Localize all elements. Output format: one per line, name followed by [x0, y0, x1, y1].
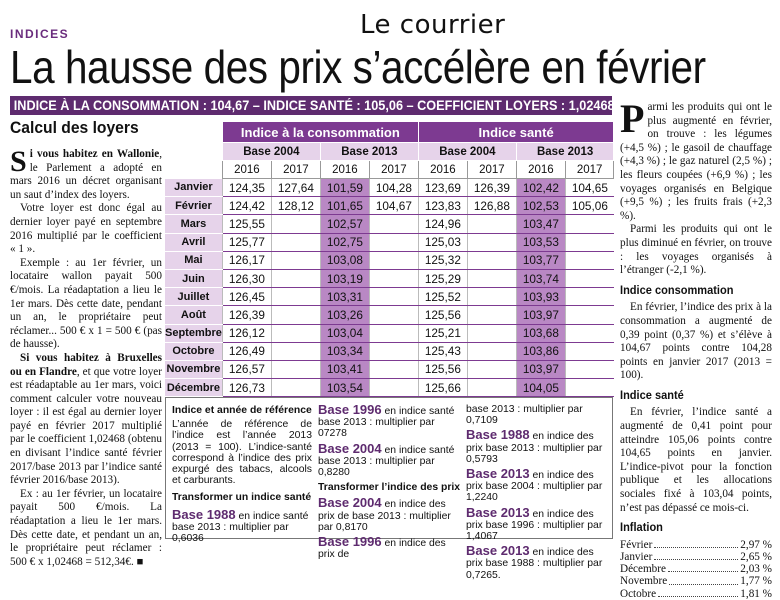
- group-consumption: Indice à la consommation: [222, 122, 418, 143]
- index-value: 126,49: [222, 342, 271, 360]
- ref-base: Base 2013: [466, 543, 530, 559]
- ref-item: [466, 545, 608, 581]
- index-value: [369, 251, 418, 269]
- inflation-value: 1,81 %: [740, 587, 772, 600]
- index-value: [565, 306, 614, 324]
- index-value: 125,03: [418, 233, 467, 251]
- dropcap: S: [10, 145, 27, 178]
- ref-item: base 2013 : multiplier par 0,7109: [466, 404, 583, 427]
- ref-text: en indice des prix de base 2013 : multiplier par 0,8170: [318, 499, 451, 533]
- section-tag: INDICES: [10, 27, 70, 41]
- index-value: [467, 324, 516, 342]
- inflation-month: Janvier: [620, 551, 653, 564]
- year-header: 2016: [222, 161, 271, 179]
- table-row: [165, 360, 614, 378]
- index-value: [467, 215, 516, 233]
- left-article-title: Calcul des loyers: [10, 118, 139, 137]
- right-p2: Parmi les produits qui ont le plus diminué en février, on trouve : les voyages organisés à l’étranger (-2,1 %).: [620, 223, 772, 277]
- left-p4-rest: , et que votre loyer est réadaptable au 1er mars, voici comment calculer votre nouveau loyer : il est égal au dernier loyer payé en février 2017 multiplié par le coefficient 1,02468 (obtenu en divisant l’indice santé février 2017/base 2013 par l’indice santé février 2016/base 2013).: [10, 365, 162, 487]
- index-value: [565, 288, 614, 306]
- index-value: 105,06: [565, 197, 614, 215]
- table-row: [165, 288, 614, 306]
- index-value: 126,39: [467, 179, 516, 197]
- index-value: 124,35: [222, 179, 271, 197]
- ref-col-2: [318, 404, 463, 560]
- index-value: [271, 379, 320, 397]
- table-row: [165, 342, 614, 360]
- year-header: 2016: [516, 161, 565, 179]
- left-p1-bold: i vous habitez en Wallonie: [29, 148, 160, 160]
- inflation-month: Décembre: [620, 563, 666, 576]
- index-value: 103,19: [320, 269, 369, 287]
- left-p5: Ex : au 1er février, un locataire payait 500 €/mois. La réadaptation a lieu le 1er mars. Dès cette date, et pendant un an, le propriétaire peut réclamer : 500 € x 1,02468 = 512,34€. ■: [10, 487, 162, 568]
- index-value: [565, 379, 614, 397]
- subheading: Indice santé: [620, 387, 684, 402]
- ref-base: Base 2004: [318, 495, 382, 511]
- index-value: 126,30: [222, 269, 271, 287]
- index-value: [271, 269, 320, 287]
- right-article: [620, 96, 772, 600]
- left-p1: [10, 145, 162, 202]
- year-header: 2017: [565, 161, 614, 179]
- ref-text: en indice des prix de: [318, 538, 446, 561]
- index-value: 126,88: [467, 197, 516, 215]
- ref-text: en indice santé base 2013 : multiplier par 07278: [318, 406, 455, 440]
- inflation-value: 1,77 %: [740, 575, 772, 588]
- index-value: [271, 342, 320, 360]
- inflation-month: Février: [620, 538, 653, 551]
- right-p3: En février, l’indice des prix à la consommation a augmenté de 0,39 point (0,37 %) et s’élève à 104,67 points contre 104,28 points en janvier 2017 (2013 = 100).: [620, 301, 772, 382]
- inflation-row: [620, 575, 772, 587]
- ref-item: [466, 468, 608, 504]
- index-value: [565, 233, 614, 251]
- table-body: [165, 179, 614, 397]
- ref-col-1: [172, 405, 312, 544]
- index-value: [467, 269, 516, 287]
- table-row: [165, 215, 614, 233]
- right-p4: En février, l’indice santé a augmenté de 0,41 point pour atteindre 105,06 points contre 104,65 points en janvier. L’indice-pivot pour la fonction publique et les allocations sociales fixé à 103,04 points, n’est pas dépassé ce mois-ci.: [620, 406, 772, 514]
- index-value: 125,66: [418, 379, 467, 397]
- index-value: 126,45: [222, 288, 271, 306]
- leader-dots: [654, 539, 738, 548]
- year-header: 2017: [369, 161, 418, 179]
- index-value: 103,97: [516, 306, 565, 324]
- inflation-value: 2,65 %: [740, 551, 772, 564]
- ref-text: en indice santé base 2013 : multiplier par 0,8280: [318, 444, 455, 479]
- index-value: [467, 233, 516, 251]
- inflation-value: 2,97 %: [740, 538, 772, 551]
- index-value: 125,29: [418, 269, 467, 287]
- base-label: Base 2004: [418, 143, 516, 161]
- index-value: [565, 251, 614, 269]
- inflation-value: 2,03 %: [740, 563, 772, 576]
- ref-item: [318, 536, 463, 560]
- index-value: 103,86: [516, 342, 565, 360]
- ref-text: L’année de référence de l’indice est l’année 2013 (2013 = 100). L’indice-santé correspond à l’indice des prix expurgé des tabacs, alcools et carburants.: [172, 419, 312, 487]
- index-value: 104,05: [516, 379, 565, 397]
- index-value: 126,57: [222, 360, 271, 378]
- index-value: 125,43: [418, 342, 467, 360]
- ref-base: Base 1988: [466, 427, 530, 443]
- year-header: 2017: [271, 161, 320, 179]
- index-value: [369, 269, 418, 287]
- subheading: Inflation: [620, 520, 663, 535]
- index-value: [565, 215, 614, 233]
- index-value: 103,68: [516, 324, 565, 342]
- right-p1-text: armi les produits qui ont le plus augmenté en février, on trouve : les légumes (+4,5 %) ; le gasoil de chauffage (+4,3 %) ; le gaz naturel (2,5 %) ; les fleurs coupées (+6,9 %) ; les voyages organisés en Belgique (+9,5 %) ; les fruits frais (+2,3 %).: [620, 101, 772, 222]
- ref-text: en indice des prix base 1996 : multiplier par 1,4067: [466, 508, 603, 543]
- index-value: [467, 288, 516, 306]
- ref-base: Base 2013: [466, 504, 530, 520]
- index-value: 125,21: [418, 324, 467, 342]
- index-value: 103,41: [320, 360, 369, 378]
- index-value: 103,31: [320, 288, 369, 306]
- month-label: Février: [165, 197, 222, 215]
- month-label: Mai: [165, 251, 222, 269]
- month-label: Décembre: [165, 379, 222, 397]
- year-header: 2016: [320, 161, 369, 179]
- index-value: [271, 324, 320, 342]
- inflation-row: [620, 539, 772, 551]
- index-value: 124,96: [418, 215, 467, 233]
- index-value: [565, 342, 614, 360]
- month-label: Septembre: [165, 324, 222, 342]
- ref-base: Base 2004: [318, 440, 382, 456]
- index-value: 126,39: [222, 306, 271, 324]
- ref-base: Base 1996: [318, 534, 382, 550]
- group-health: Indice santé: [418, 122, 614, 143]
- index-value: 125,32: [418, 251, 467, 269]
- ref-base: Base 1996: [318, 402, 382, 417]
- index-value: [467, 342, 516, 360]
- index-value: [369, 324, 418, 342]
- reference-box: [165, 397, 613, 581]
- right-p1: [620, 96, 772, 223]
- index-value: 102,53: [516, 197, 565, 215]
- index-value: 126,12: [222, 324, 271, 342]
- left-p1-rest: , le Parlement a adopté en mars 2016 un décret organisant un saut d’index des loyers.: [10, 148, 162, 201]
- dropcap: P: [620, 96, 645, 141]
- inflation-month: Octobre: [620, 587, 657, 600]
- index-value: 103,54: [320, 379, 369, 397]
- month-label: Novembre: [165, 360, 222, 378]
- index-value: [271, 360, 320, 378]
- month-label: Octobre: [165, 342, 222, 360]
- index-value: 101,59: [320, 179, 369, 197]
- index-value: 103,08: [320, 251, 369, 269]
- index-value: 127,64: [271, 179, 320, 197]
- left-p4: [10, 352, 162, 488]
- index-value: 103,74: [516, 269, 565, 287]
- ref-item: [466, 429, 608, 465]
- leader-dots: [654, 551, 738, 560]
- index-value: 103,47: [516, 215, 565, 233]
- newspaper-name: Le courrier: [360, 10, 506, 40]
- leader-dots: [669, 575, 738, 584]
- index-value: [467, 360, 516, 378]
- subheading: Indice consommation: [620, 282, 734, 297]
- table-row: [165, 197, 614, 215]
- index-value: 103,93: [516, 288, 565, 306]
- left-p2: Votre loyer est donc égal au dernier loyer payé en septembre 2016 multiplié par le coefficient « 1 ».: [10, 202, 162, 256]
- index-value: [271, 251, 320, 269]
- table-row: [165, 179, 614, 197]
- index-value: [271, 215, 320, 233]
- index-value: 123,69: [418, 179, 467, 197]
- month-label: Janvier: [165, 179, 222, 197]
- year-header: 2016: [418, 161, 467, 179]
- index-value: 128,12: [271, 197, 320, 215]
- index-value: 102,57: [320, 215, 369, 233]
- index-value: 125,52: [418, 288, 467, 306]
- index-value: 103,77: [516, 251, 565, 269]
- index-value: 104,28: [369, 179, 418, 197]
- banner-text: INDICE À LA CONSOMMATION : 104,67 – INDICE SANTÉ : 105,06 – COEFFICIENT LOYERS : 1,02468: [13, 98, 615, 113]
- ref-item: [172, 506, 312, 545]
- headline: La hausse des prix s’accélère en février: [10, 41, 706, 93]
- month-label: Avril: [165, 233, 222, 251]
- index-value: 103,26: [320, 306, 369, 324]
- ref-item: [318, 404, 463, 440]
- table-row: [165, 379, 614, 397]
- table-row: [165, 324, 614, 342]
- index-value: 102,42: [516, 179, 565, 197]
- left-p4-bold: Si vous habitez à Bruxelles ou en Flandre: [10, 351, 162, 378]
- table-row: [165, 233, 614, 251]
- index-value: [467, 251, 516, 269]
- leader-dots: [668, 563, 738, 572]
- index-value: [369, 288, 418, 306]
- index-value: [467, 379, 516, 397]
- index-value: [565, 360, 614, 378]
- index-value: 125,56: [418, 360, 467, 378]
- month-label: Juin: [165, 269, 222, 287]
- index-value: 101,65: [320, 197, 369, 215]
- table-row: [165, 306, 614, 324]
- index-value: 124,42: [222, 197, 271, 215]
- index-value: [369, 306, 418, 324]
- index-value: [369, 215, 418, 233]
- ref-text: en indice des prix base 2013 : multiplier par 0,5793: [466, 431, 603, 465]
- ref-text: en indice des prix base 2004 : multiplier par 1,2240: [466, 470, 603, 504]
- ref-base: Base 1988: [172, 506, 236, 522]
- leader-dots: [658, 588, 738, 597]
- inflation-month: Novembre: [620, 575, 668, 588]
- index-value: [369, 360, 418, 378]
- index-value: [271, 233, 320, 251]
- index-value: [271, 288, 320, 306]
- ref-item: [318, 440, 463, 479]
- ref-heading: Transformer un indice santé: [172, 492, 312, 504]
- base-label: Base 2013: [320, 143, 418, 161]
- index-banner: [10, 96, 615, 115]
- ref-col-3: [466, 404, 608, 581]
- index-value: 102,75: [320, 233, 369, 251]
- index-value: [369, 233, 418, 251]
- index-value: 103,53: [516, 233, 565, 251]
- base-label: Base 2004: [222, 143, 320, 161]
- ref-text: en indice santé base 2013 : multiplier par 0,6036: [172, 510, 309, 545]
- table-row: [165, 269, 614, 287]
- index-value: [369, 379, 418, 397]
- table-row: [165, 251, 614, 269]
- ref-item: [318, 497, 463, 533]
- index-value: [467, 306, 516, 324]
- month-label: Juillet: [165, 288, 222, 306]
- index-value: 103,04: [320, 324, 369, 342]
- ref-base: Base 2013: [466, 466, 530, 482]
- index-value: [565, 324, 614, 342]
- left-article: [10, 145, 162, 569]
- inflation-list: [620, 539, 772, 600]
- index-value: 123,83: [418, 197, 467, 215]
- base-label: Base 2013: [516, 143, 614, 161]
- index-value: 104,65: [565, 179, 614, 197]
- left-p3: Exemple : au 1er février, un locataire wallon payait 500 €/mois. La réadaptation a lieu le 1er mars. Dès cette date, pendant un an, le propriétaire peut réclamer... 500 € x 1 = 500 € (pas de hausse).: [10, 256, 162, 351]
- inflation-row: [620, 551, 772, 563]
- index-value: 103,97: [516, 360, 565, 378]
- index-value: 104,67: [369, 197, 418, 215]
- index-value: [369, 342, 418, 360]
- month-label: Mars: [165, 215, 222, 233]
- year-header: 2017: [467, 161, 516, 179]
- ref-heading: Transformer l’indice des prix: [318, 482, 461, 494]
- inflation-row: [620, 588, 772, 600]
- index-value: [271, 306, 320, 324]
- index-value: 125,55: [222, 215, 271, 233]
- index-value: 103,34: [320, 342, 369, 360]
- index-value: 125,56: [418, 306, 467, 324]
- index-value: 125,77: [222, 233, 271, 251]
- index-value: 126,17: [222, 251, 271, 269]
- index-table: [165, 121, 614, 397]
- ref-text: en indice des prix base 1988 : multiplier par 0,7265.: [466, 547, 603, 581]
- table-corner: [165, 122, 222, 179]
- month-label: Août: [165, 306, 222, 324]
- ref-item: [466, 504, 608, 543]
- ref-heading: Indice et année de référence: [172, 405, 312, 416]
- inflation-row: [620, 563, 772, 575]
- index-value: 126,73: [222, 379, 271, 397]
- index-value: [565, 269, 614, 287]
